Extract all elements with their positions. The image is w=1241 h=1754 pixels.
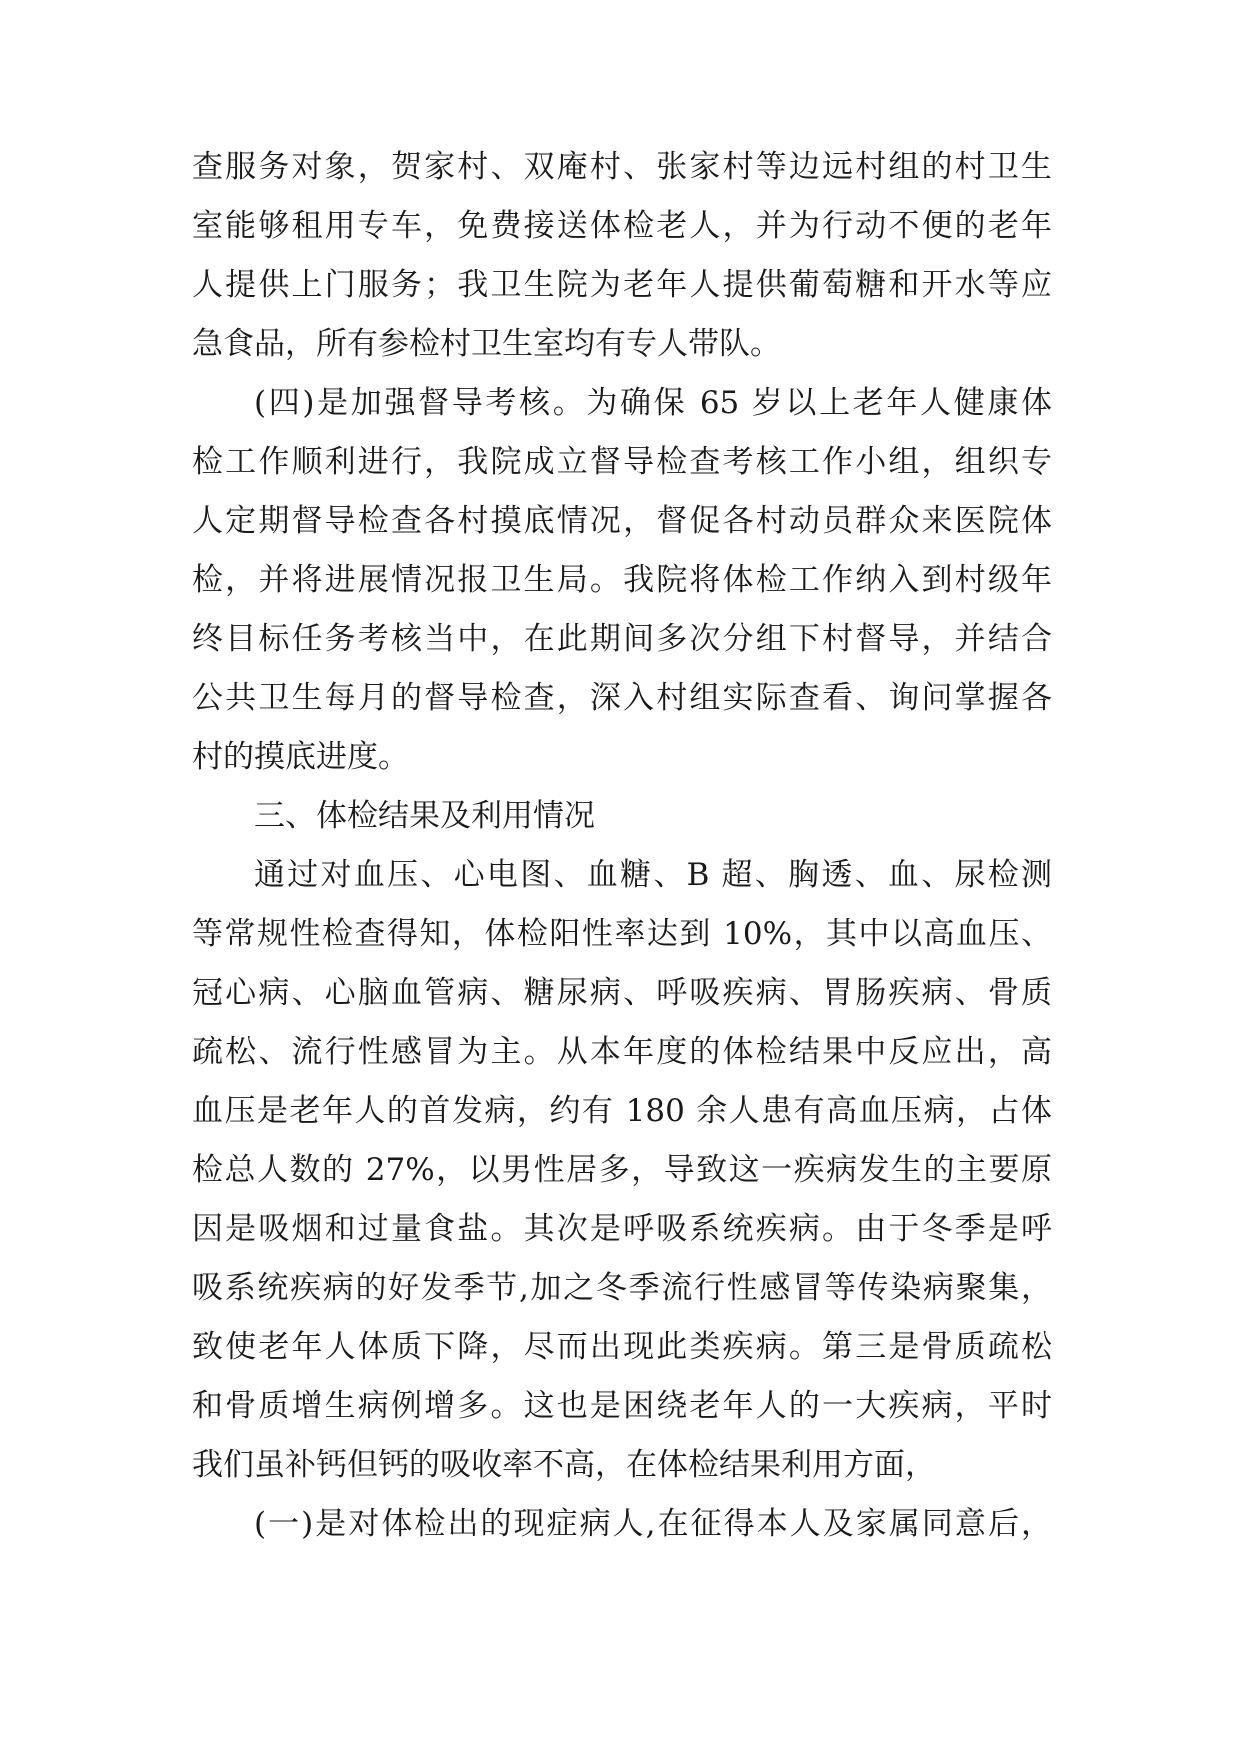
text-line: 因是吸烟和过量食盐。其次是呼吸系统疾病。由于冬季是呼 <box>192 1211 1052 1247</box>
paragraph-first-line: (一)是对体检出的现症病人,在征得本人及家属同意后， <box>254 1506 1052 1542</box>
text-line: 室能够租用专车，免费接送体检老人，并为行动不便的老年 <box>192 208 1052 244</box>
text-line: 人提供上门服务；我卫生院为老年人提供葡萄糖和开水等应 <box>192 267 1052 303</box>
text-line: 吸系统疾病的好发季节,加之冬季流行性感冒等传染病聚集， <box>192 1270 1052 1306</box>
text-line: 冠心病、心脑血管病、糖尿病、呼吸疾病、胃肠疾病、骨质 <box>192 975 1052 1011</box>
text-line: 致使老年人体质下降，尽而出现此类疾病。第三是骨质疏松 <box>192 1329 1052 1365</box>
text-line: 查服务对象，贺家村、双庵村、张家村等边远村组的村卫生 <box>192 149 1052 185</box>
text-line: 检总人数的 27%，以男性居多，导致这一疾病发生的主要原 <box>192 1152 1052 1188</box>
text-line: 终目标任务考核当中，在此期间多次分组下村督导，并结合 <box>192 621 1052 657</box>
text-line: 和骨质增生病例增多。这也是困绕老年人的一大疾病，平时 <box>192 1388 1052 1424</box>
text-line: 人定期督导检查各村摸底情况，督促各村动员群众来医院体 <box>192 503 1052 539</box>
text-line: 血压是老年人的首发病，约有 180 余人患有高血压病，占体 <box>192 1093 1052 1129</box>
paragraph-first-line: (四)是加强督导考核。为确保 65 岁以上老年人健康体 <box>254 385 1052 421</box>
text-line: 公共卫生每月的督导检查，深入村组实际查看、询问掌握各 <box>192 680 1052 716</box>
text-line: 我们虽补钙但钙的吸收率不高，在体检结果利用方面， <box>192 1447 936 1483</box>
paragraph-first-line: 通过对血压、心电图、血糖、B 超、胸透、血、尿检测 <box>254 857 1052 893</box>
text-line: 疏松、流行性感冒为主。从本年度的体检结果中反应出，高 <box>192 1034 1052 1070</box>
text-line: 等常规性检查得知，体检阳性率达到 10%，其中以高血压、 <box>192 916 1052 952</box>
section-heading: 三、体检结果及利用情况 <box>254 798 595 834</box>
text-line: 急食品，所有参检村卫生室均有专人带队。 <box>192 326 781 362</box>
text-line: 村的摸底进度。 <box>192 739 409 775</box>
text-line: 检，并将进展情况报卫生局。我院将体检工作纳入到村级年 <box>192 562 1052 598</box>
text-line: 检工作顺利进行，我院成立督导检查考核工作小组，组织专 <box>192 444 1052 480</box>
